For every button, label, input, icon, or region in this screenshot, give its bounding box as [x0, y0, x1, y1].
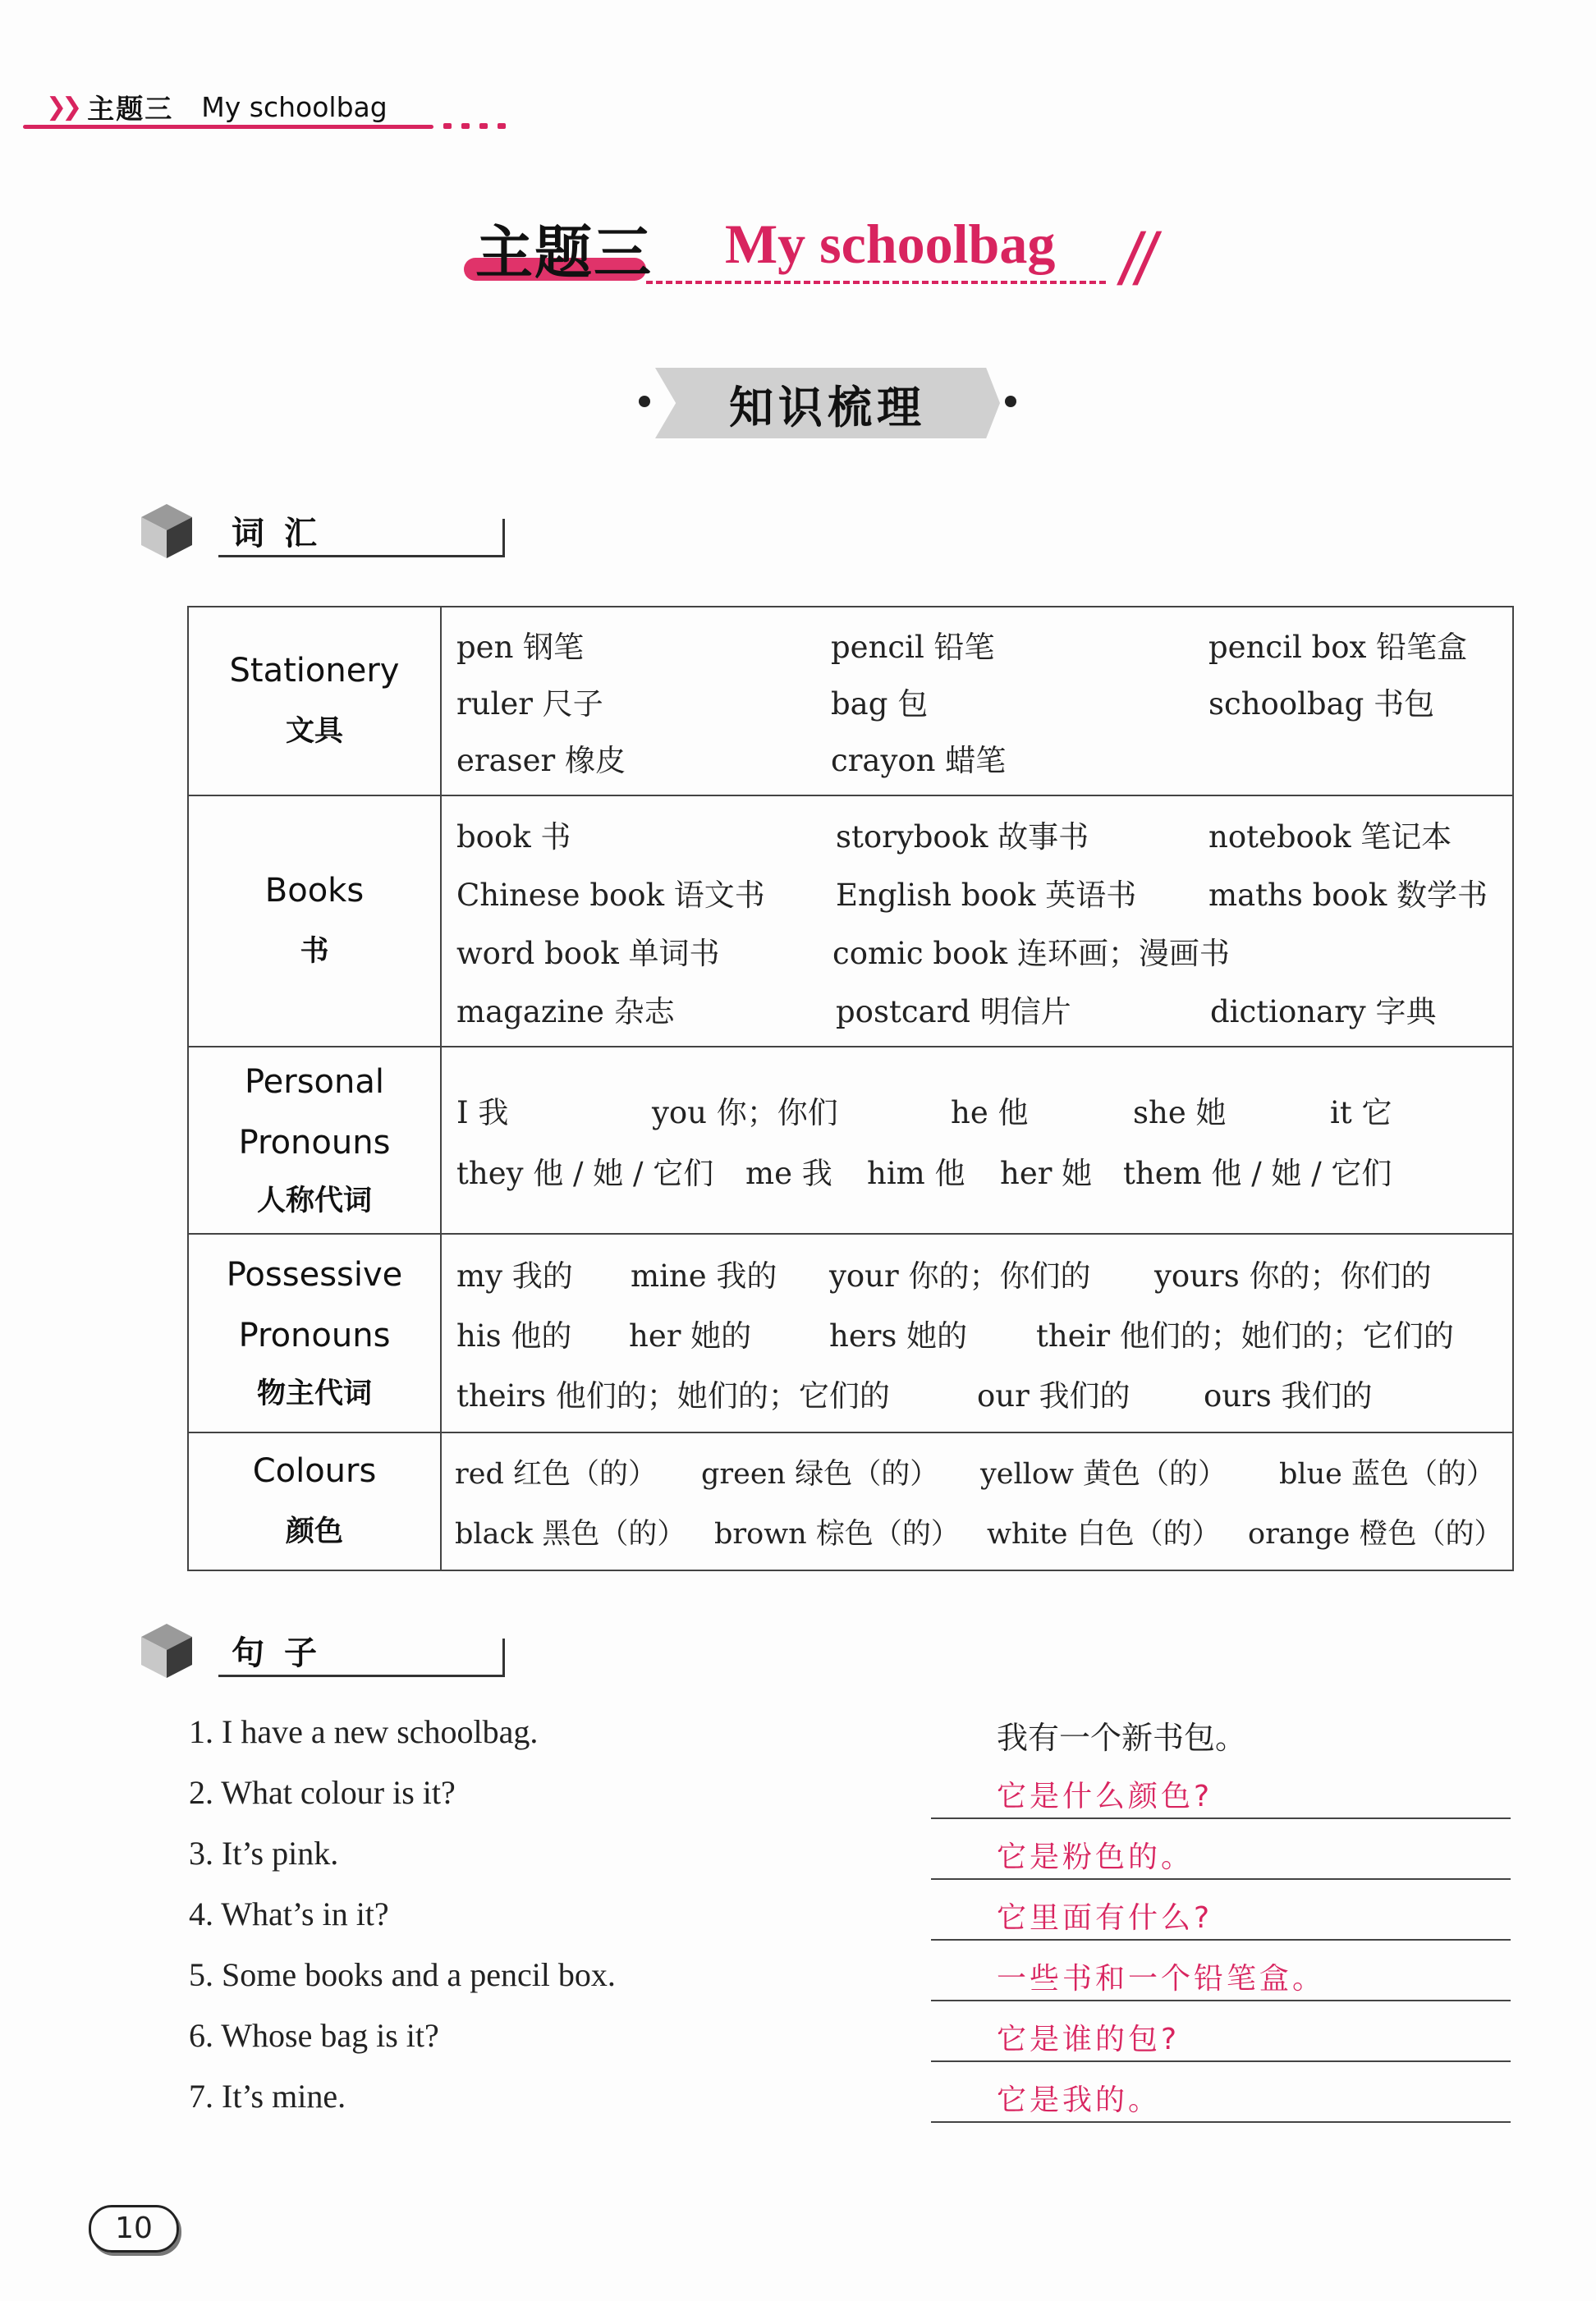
- vocab-item: me 我: [745, 1156, 832, 1191]
- vocab-item: black 黑色（的）: [455, 1517, 686, 1551]
- vocab-item: Chinese book 语文书: [456, 877, 765, 913]
- page-number: 10: [89, 2205, 179, 2253]
- category-zh: 文具: [285, 715, 343, 748]
- vocab-item: brown 棕色（的）: [714, 1517, 960, 1551]
- header-dots: [443, 123, 506, 129]
- vocab-item: notebook 笔记本: [1208, 818, 1452, 855]
- vocab-item: magazine 杂志: [456, 993, 675, 1029]
- vocab-item: ours 我们的: [1204, 1378, 1373, 1414]
- sentence-list: [189, 1704, 1511, 2129]
- vocab-item: theirs 他们的；她们的；它们的: [456, 1378, 890, 1414]
- sentence-row: [189, 1886, 1511, 1947]
- section-banner-title: 知识梳理: [729, 382, 926, 433]
- answer-text: 它是谁的包?: [997, 2023, 1181, 2056]
- sentence-en: 1. I have a new schoolbag.: [189, 1713, 539, 1750]
- category-cell: [189, 1047, 442, 1233]
- vocab-item: his 他的: [456, 1318, 572, 1354]
- sentence-zh: 我有一个新书包。: [997, 1720, 1247, 1756]
- category-zh: 物主代词: [256, 1377, 372, 1410]
- vocab-item: word book 单词书: [456, 935, 720, 971]
- cube-icon: [140, 1622, 194, 1680]
- sentence-en: 2. What colour is it?: [189, 1774, 456, 1811]
- sentence-row: [189, 1826, 1511, 1886]
- vocab-item: storybook 故事书: [836, 818, 1089, 855]
- category-cell: [189, 1433, 442, 1570]
- header-rule: [23, 125, 433, 129]
- title-dashed-underline: [646, 281, 1106, 284]
- running-header-title: My schoolbag: [201, 90, 388, 123]
- answer-line: [931, 1939, 1511, 1941]
- vocab-item: ruler 尺子: [456, 685, 603, 722]
- sentence-en: 6. Whose bag is it?: [189, 2017, 439, 2054]
- vocab-item: they 他 / 她 / 它们: [456, 1156, 714, 1191]
- heading-tick: [502, 519, 505, 557]
- vocab-item: blue 蓝色（的）: [1279, 1457, 1495, 1491]
- heading-underline: [218, 555, 504, 557]
- sentences-heading: [140, 1622, 386, 1688]
- sentence-en: 3. It’s pink.: [189, 1835, 339, 1872]
- category-en: Personal: [244, 1063, 385, 1101]
- table-row: [189, 795, 1512, 1046]
- vocab-item: he 他: [951, 1095, 1029, 1130]
- vocab-item: their 他们的；她们的；它们的: [1036, 1318, 1454, 1354]
- vocab-item: you 你；你们: [652, 1095, 838, 1130]
- vocab-item: her 她: [1000, 1156, 1093, 1191]
- answer-text: 它里面有什么?: [997, 1901, 1213, 1935]
- category-en: Colours: [252, 1452, 377, 1490]
- sentence-en: 5. Some books and a pencil box.: [189, 1956, 616, 1993]
- vocab-items: [442, 796, 1512, 1046]
- vocab-item: postcard 明信片: [836, 993, 1071, 1029]
- double-chevron-icon: ❯❯: [46, 92, 78, 121]
- answer-line: [931, 1817, 1511, 1819]
- vocab-item: English book 英语书: [836, 877, 1137, 913]
- table-row: [189, 607, 1512, 795]
- answer-text: 它是粉色的。: [997, 1840, 1195, 1874]
- vocab-item: I 我: [456, 1095, 509, 1130]
- vocab-item: pencil 铅笔: [831, 629, 995, 665]
- section-banner: [639, 363, 1016, 445]
- answer-line: [931, 2060, 1511, 2062]
- table-row: [189, 1432, 1512, 1570]
- vocab-items: [442, 1235, 1512, 1432]
- category-en: Stationery: [229, 652, 400, 690]
- table-row: [189, 1046, 1512, 1233]
- sentence-row: [189, 1947, 1511, 2008]
- vocab-item: white 白色（的）: [987, 1517, 1221, 1551]
- category-zh: 书: [300, 935, 329, 968]
- sentence-row: [189, 1704, 1511, 1765]
- vocab-item: bag 包: [831, 685, 929, 722]
- running-header-unit: 主题三: [87, 92, 174, 125]
- vocab-item: eraser 橡皮: [456, 743, 626, 779]
- answer-text: 它是我的。: [997, 2083, 1162, 2117]
- category-zh: 颜色: [285, 1515, 343, 1548]
- answer-text: 它是什么颜色?: [997, 1780, 1213, 1813]
- vocabulary-heading-label: 词汇: [232, 515, 337, 552]
- vocab-item: red 红色（的）: [455, 1457, 657, 1491]
- vocab-item: green 绿色（的）: [701, 1457, 939, 1491]
- sentences-heading-label: 句子: [232, 1634, 337, 1672]
- chapter-title-text: My schoolbag: [725, 213, 1056, 275]
- vocabulary-heading: [140, 502, 386, 568]
- vocab-item: dictionary 字典: [1210, 993, 1437, 1029]
- category-cell: [189, 607, 442, 795]
- chapter-unit: 主题三: [475, 219, 653, 286]
- answer-text: 一些书和一个铅笔盒。: [997, 1962, 1326, 1996]
- vocab-item: it 它: [1330, 1095, 1392, 1130]
- vocab-item: she 她: [1133, 1095, 1227, 1130]
- vocab-item: yellow 黄色（的）: [980, 1457, 1227, 1491]
- vocabulary-table: [187, 606, 1514, 1571]
- title-slashes: //: [1115, 218, 1158, 295]
- category-en: Pronouns: [238, 1317, 391, 1354]
- vocab-item: yours 你的；你们的: [1154, 1258, 1432, 1294]
- vocab-item: mine 我的: [631, 1258, 777, 1294]
- vocab-item: her 她的: [629, 1318, 752, 1354]
- answer-line: [931, 2000, 1511, 2001]
- sentence-row: [189, 1765, 1511, 1826]
- vocab-item: comic book 连环画；漫画书: [832, 935, 1230, 971]
- vocab-item: pen 钢笔: [456, 629, 585, 665]
- vocab-items: [442, 1433, 1512, 1570]
- vocab-items: [442, 607, 1512, 795]
- heading-underline: [218, 1675, 504, 1677]
- sentence-en: 7. It’s mine.: [189, 2078, 346, 2115]
- category-en: Pronouns: [238, 1124, 391, 1162]
- answer-line: [931, 2121, 1511, 2123]
- table-row: [189, 1233, 1512, 1432]
- vocab-item: schoolbag 书包: [1208, 685, 1435, 722]
- answer-line: [931, 1878, 1511, 1880]
- vocab-item: crayon 蜡笔: [831, 743, 1007, 779]
- vocab-item: book 书: [456, 818, 571, 855]
- category-cell: [189, 796, 442, 1046]
- vocab-item: my 我的: [456, 1258, 573, 1294]
- category-cell: [189, 1235, 442, 1432]
- vocab-item: him 他: [867, 1156, 965, 1191]
- category-en: Books: [264, 872, 365, 910]
- sentence-row: [189, 2069, 1511, 2129]
- vocab-item: orange 橙色（的）: [1248, 1517, 1503, 1551]
- vocab-items: [442, 1047, 1512, 1233]
- running-header: [46, 84, 388, 130]
- category-en: Possessive: [226, 1256, 403, 1294]
- vocab-item: your 你的；你们的: [829, 1258, 1091, 1294]
- sentence-en: 4. What’s in it?: [189, 1895, 389, 1932]
- sentence-row: [189, 2008, 1511, 2069]
- category-zh: 人称代词: [256, 1185, 372, 1217]
- heading-tick: [502, 1639, 505, 1677]
- vocab-item: our 我们的: [977, 1378, 1130, 1414]
- chapter-title: [464, 207, 1203, 305]
- vocab-item: them 他 / 她 / 它们: [1123, 1156, 1392, 1191]
- vocab-item: maths book 数学书: [1208, 877, 1488, 913]
- vocab-item: pencil box 铅笔盒: [1208, 629, 1468, 665]
- vocab-item: hers 她的: [829, 1318, 968, 1354]
- cube-icon: [140, 502, 194, 560]
